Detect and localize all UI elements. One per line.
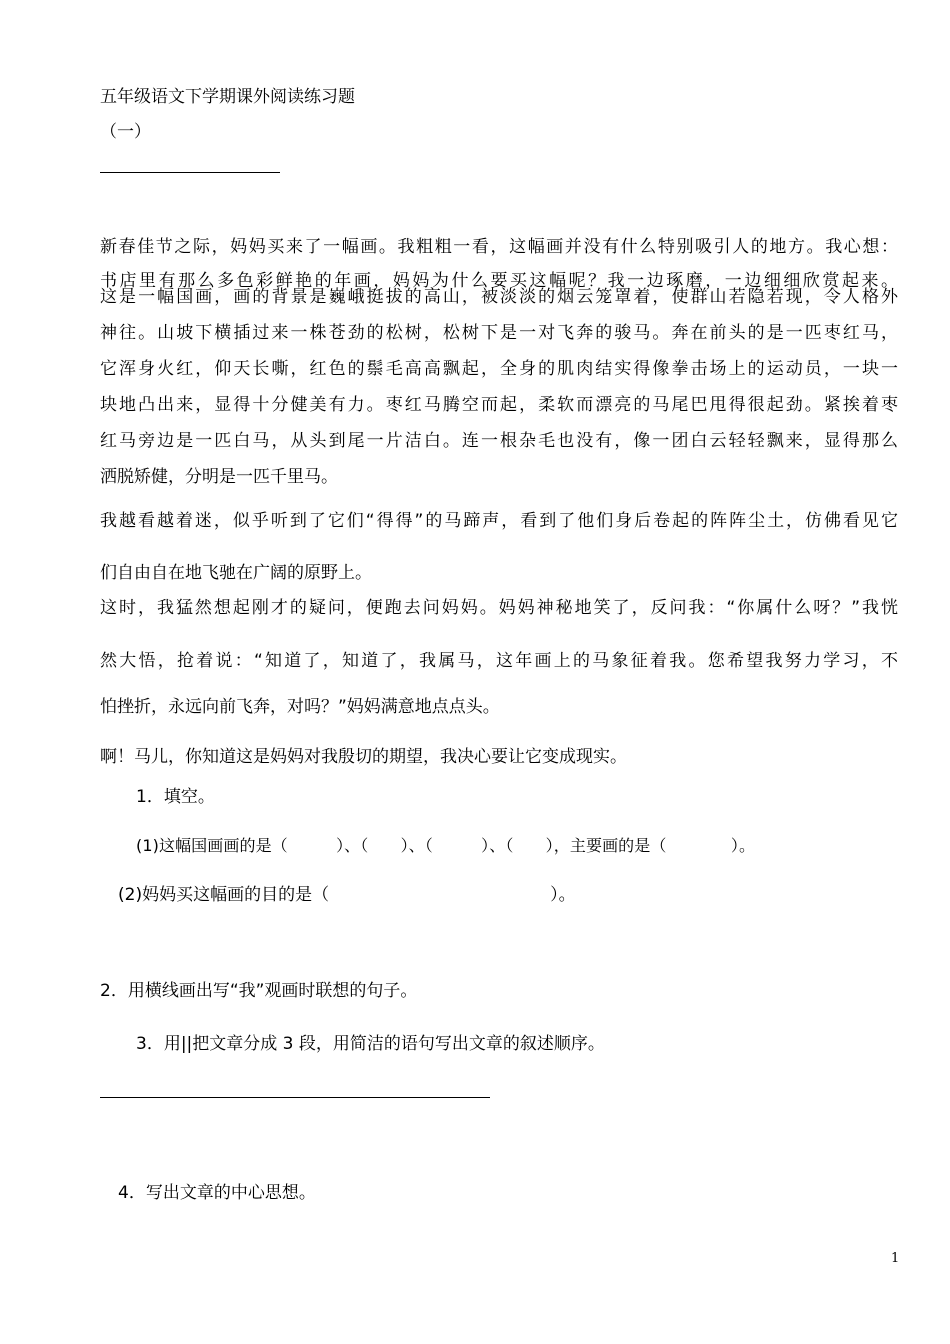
page-number: 1: [891, 1251, 900, 1266]
paragraph-line: 书店里有那么多色彩鲜艳的年画，妈妈为什么要买这幅呢？我一边琢磨，一边细细欣赏起来。: [100, 271, 898, 291]
paragraph-line: 它浑身火红，仰天长嘶，红色的鬃毛高高飘起，全身的肌肉结实得像拳击场上的运动员，一块一: [100, 359, 898, 379]
paragraph-line: 怕挫折，永远向前飞奔，对吗？”妈妈满意地点点头。: [100, 697, 500, 717]
section-label: （一）: [100, 122, 151, 142]
question-4: 4．写出文章的中心思想。: [118, 1183, 316, 1203]
paragraph-line: 新春佳节之际，妈妈买来了一幅画。我粗粗一看，这幅画并没有什么特别吸引人的地方。我心想：: [100, 237, 898, 257]
paragraph-line: 啊！马儿，你知道这是妈妈对我殷切的期望，我决心要让它变成现实。: [100, 747, 627, 767]
question-1-part-2: (2)妈妈买这幅画的目的是（ ）。: [118, 885, 576, 905]
paragraph-line: 这是一幅国画，画的背景是巍峨挺拔的高山，被淡淡的烟云笼罩着，使群山若隐若现，令人格外: [100, 287, 898, 307]
question-3: 3．用||把文章分成 3 段，用简洁的语句写出文章的叙述顺序。: [136, 1034, 605, 1054]
paragraph-line: 们自由自在地飞驰在广阔的原野上。: [100, 563, 372, 583]
question-1: 1．填空。: [136, 787, 215, 807]
question-1-part-1: (1)这幅国画画的是（ ）、（ ）、（ ）、（ ），主要画的是（ ）。: [136, 836, 756, 855]
paragraph-line: 神往。山坡下横插过来一株苍劲的松树，松树下是一对飞奔的骏马。奔在前头的是一匹枣红马，: [100, 323, 898, 343]
paragraph-line: 红马旁边是一匹白马，从头到尾一片洁白。连一根杂毛也没有，像一团白云轻轻飘来，显得那么: [100, 431, 898, 451]
paragraph-line: 洒脱矫健，分明是一匹千里马。: [100, 467, 338, 487]
paragraph-line: 这时，我猛然想起刚才的疑问，便跑去问妈妈。妈妈神秘地笑了，反问我：“你属什么呀？”我恍: [100, 598, 898, 618]
paragraph-line: 我越看越着迷，似乎听到了它们“得得”的马蹄声，看到了他们身后卷起的阵阵尘土，仿佛看见它: [100, 511, 898, 531]
paragraph-line: 然大悟，抢着说：“知道了，知道了，我属马，这年画上的马象征着我。您希望我努力学习，不: [100, 651, 898, 671]
answer-line: [100, 1097, 490, 1098]
separator-line: [100, 172, 280, 173]
question-2: 2．用横线画出写“我”观画时联想的句子。: [100, 981, 418, 1001]
paragraph-line: 块地凸出来，显得十分健美有力。枣红马腾空而起，柔软而漂亮的马尾巴甩得很起劲。紧挨着枣: [100, 395, 898, 415]
document-title: 五年级语文下学期课外阅读练习题: [100, 87, 355, 107]
